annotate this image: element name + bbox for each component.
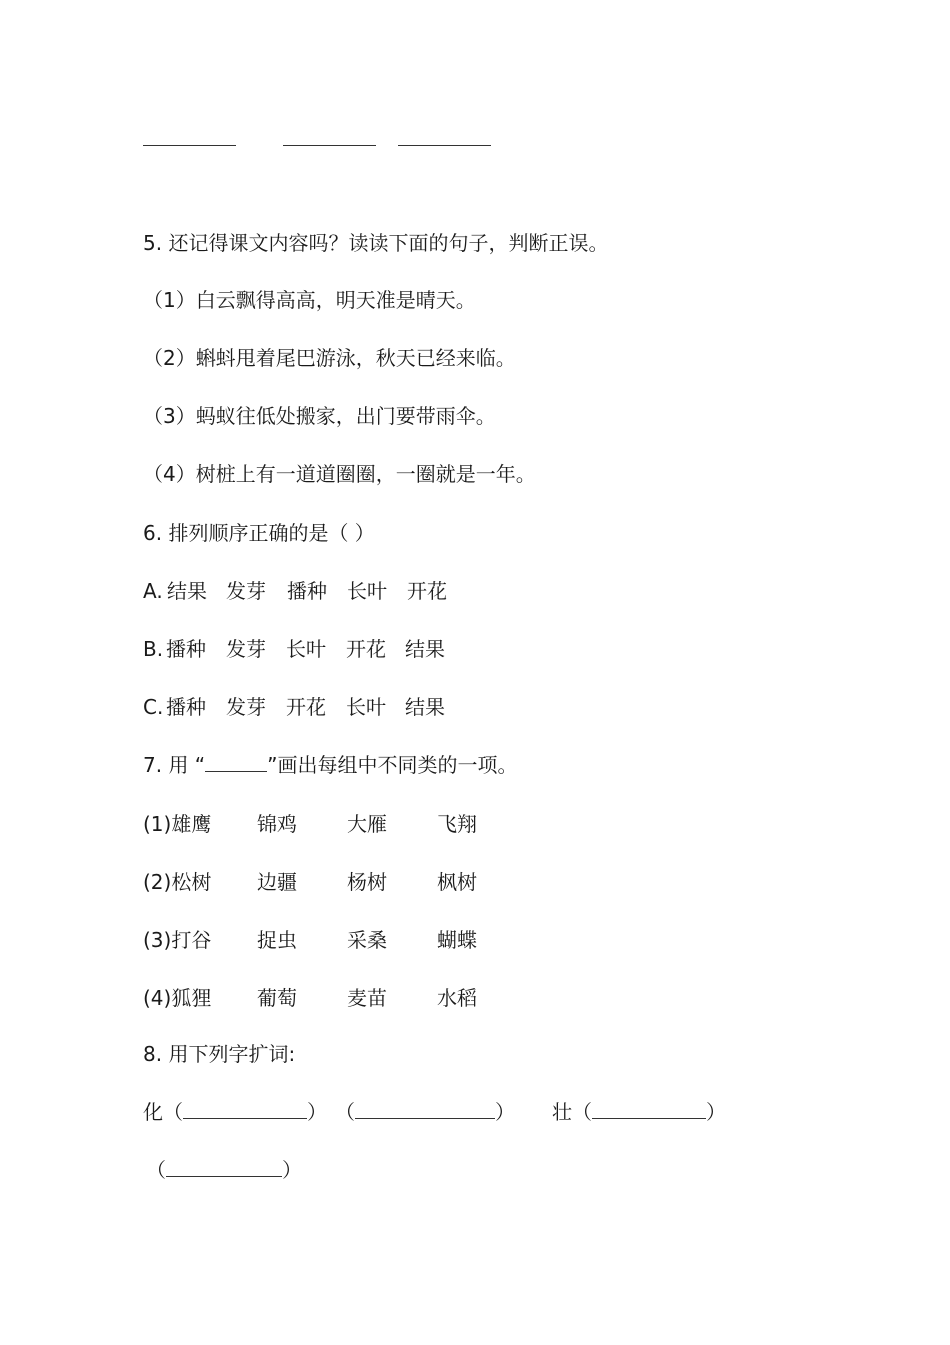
expand-words-row-1: 化（ ） bbox=[143, 1100, 327, 1124]
group-word[interactable]: 捉虫 bbox=[257, 928, 297, 952]
option-word: 发芽 bbox=[226, 637, 266, 661]
option-word: 开花 bbox=[346, 637, 386, 661]
question-6-title: 6. 排列顺序正确的是（ ） bbox=[143, 521, 375, 545]
character-zhuang: 壮 bbox=[552, 1100, 572, 1124]
group-word[interactable]: 杨树 bbox=[347, 870, 387, 894]
answer-blank[interactable] bbox=[355, 1100, 495, 1119]
question-7-title bbox=[143, 752, 518, 778]
option-word: 播种 bbox=[166, 695, 206, 719]
group-label: (1)雄鹰 bbox=[143, 812, 212, 836]
option-word: 开花 bbox=[286, 695, 326, 719]
question-5-item: （4）树桩上有一道道圈圈，一圈就是一年。 bbox=[143, 462, 536, 486]
option-label: A. bbox=[143, 579, 163, 603]
option-word: 长叶 bbox=[286, 637, 326, 661]
answer-blank[interactable] bbox=[283, 145, 376, 146]
option-word: 播种 bbox=[287, 579, 327, 603]
group-word[interactable]: 边疆 bbox=[257, 870, 297, 894]
expand-words-blank: （ ） bbox=[146, 1158, 302, 1182]
group-word[interactable]: 大雁 bbox=[347, 812, 387, 836]
option-word: 发芽 bbox=[226, 579, 266, 603]
answer-blank[interactable] bbox=[183, 1100, 307, 1119]
option-word: 结果 bbox=[405, 637, 445, 661]
question-7-title-suffix: ”画出每组中不同类的一项。 bbox=[267, 753, 518, 777]
answer-blank[interactable] bbox=[398, 145, 491, 146]
expand-words-blank: （ ） bbox=[335, 1100, 515, 1124]
option-word: 结果 bbox=[167, 579, 207, 603]
option-word: 播种 bbox=[166, 637, 206, 661]
answer-blank[interactable] bbox=[166, 1158, 282, 1177]
option-word: 开花 bbox=[407, 579, 447, 603]
expand-words-char-2: 壮（ ） bbox=[552, 1100, 726, 1124]
option-word: 发芽 bbox=[226, 695, 266, 719]
option-label: B. bbox=[143, 637, 164, 661]
question-7-title-prefix: 7. 用 “ bbox=[143, 753, 206, 777]
question-5-item: （2）蝌蚪甩着尾巴游泳，秋天已经来临。 bbox=[143, 346, 516, 370]
group-word[interactable]: 葡萄 bbox=[257, 986, 297, 1010]
option-word: 结果 bbox=[405, 695, 445, 719]
group-word[interactable]: 锦鸡 bbox=[257, 812, 297, 836]
group-word[interactable]: 水稻 bbox=[437, 986, 477, 1010]
group-word[interactable]: 蝴蝶 bbox=[437, 928, 477, 952]
option-word: 长叶 bbox=[347, 579, 387, 603]
question-5-item: （3）蚂蚁往低处搬家，出门要带雨伞。 bbox=[143, 404, 496, 428]
group-label: (3)打谷 bbox=[143, 928, 212, 952]
group-word[interactable]: 采桑 bbox=[347, 928, 387, 952]
group-word[interactable]: 飞翔 bbox=[437, 812, 477, 836]
answer-blank[interactable] bbox=[592, 1100, 706, 1119]
question-8-title: 8. 用下列字扩词: bbox=[143, 1042, 296, 1066]
group-label: (4)狐狸 bbox=[143, 986, 212, 1010]
option-word: 长叶 bbox=[346, 695, 386, 719]
underline-sample bbox=[205, 753, 267, 772]
group-word[interactable]: 麦苗 bbox=[347, 986, 387, 1010]
group-word[interactable]: 枫树 bbox=[437, 870, 477, 894]
question-5-title: 5. 还记得课文内容吗？读读下面的句子，判断正误。 bbox=[143, 231, 609, 255]
character-hua: 化 bbox=[143, 1100, 163, 1124]
answer-blank[interactable] bbox=[143, 145, 236, 146]
option-label: C. bbox=[143, 695, 164, 719]
question-5-item: （1）白云飘得高高，明天准是晴天。 bbox=[143, 288, 476, 312]
group-label: (2)松树 bbox=[143, 870, 212, 894]
